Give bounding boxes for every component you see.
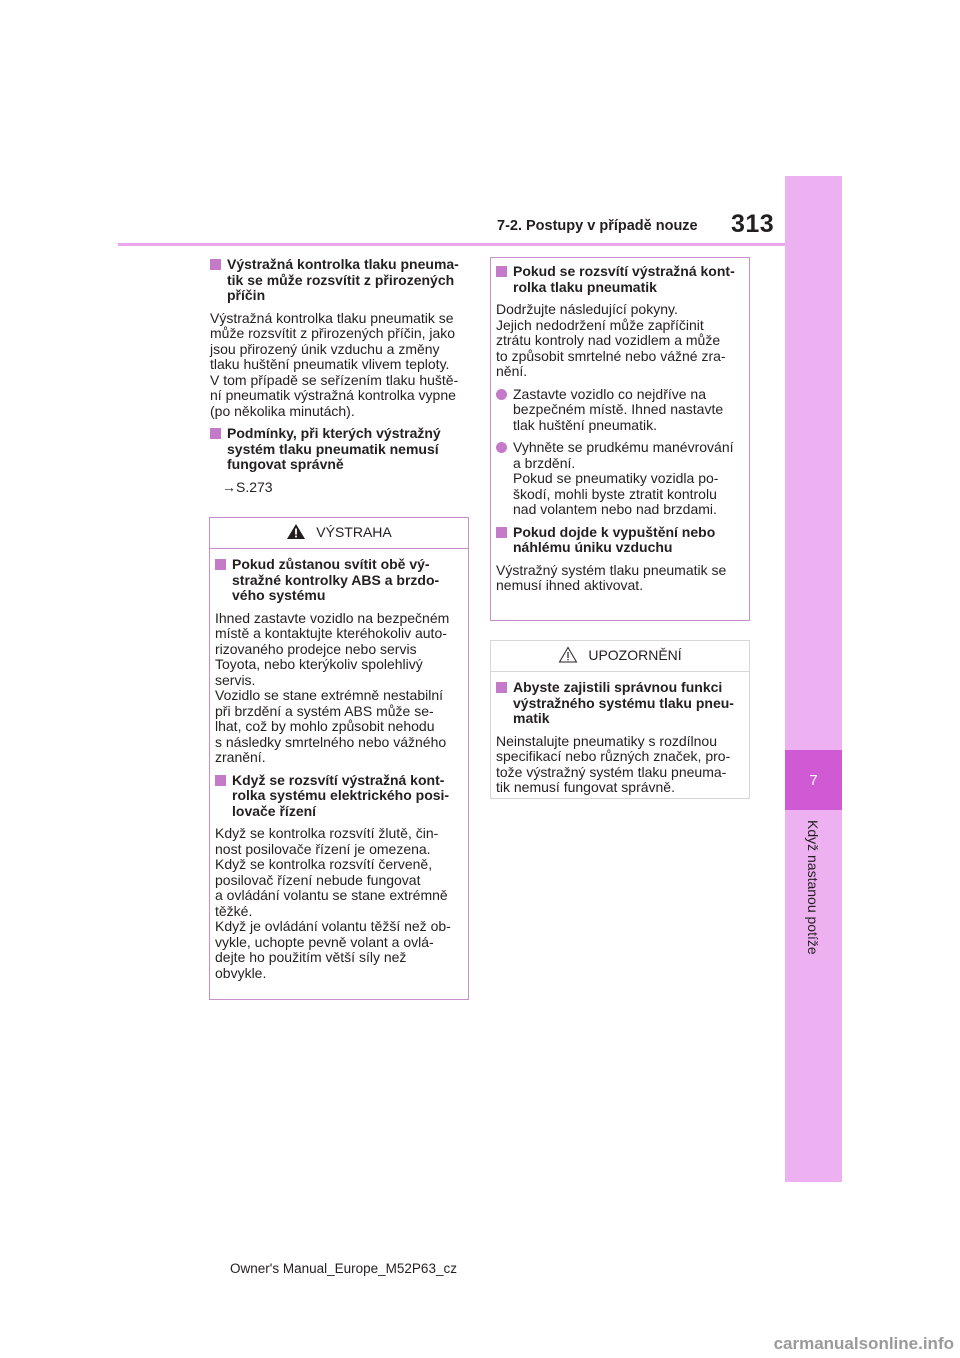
section-title: 7-2. Postupy v případě nouze — [497, 218, 698, 234]
warning-triangle-icon — [286, 523, 306, 544]
warning-box-title: VÝSTRAHA — [316, 524, 392, 541]
warning-paragraph-eps: Když se kontrolka rozsvítí žlutě, čin- nost posilovače řízení je omezena. Když se kontrolka rozsvítí červeně, posilovač řízení nebude fungovat a ovládání volantu se stane extrémně těžké. Když je ovládání volantu těžší než ob- vykle, uchopte pevně volant a ovlá- dejte ho použitím větší síly než obvykle. — [215, 825, 451, 981]
page-reference: →S.273 — [222, 478, 273, 495]
page-number: 313 — [731, 210, 775, 238]
header-rule — [118, 243, 785, 246]
warning-paragraph-tpms: Dodržujte následující pokyny. Jejich nedodržení může zapříčinit ztrátu kontroly nad vozidlem a může to způsobit smrtelné nebo vážné zra- nění. — [496, 301, 726, 379]
warning-bullet-avoid: Vyhněte se prudkému manévrování a brzdění. Pokud se pneumatiky vozidla po- škodí, mohli byste ztratit kontrolu nad volantem nebo nad brzdami. — [496, 440, 744, 518]
warning-subheading-tpms: Pokud se rozsvítí výstražná kont- rolka tlaku pneumatik — [496, 264, 744, 295]
chapter-number: 7 — [785, 750, 842, 810]
footer-text: Owner's Manual_Europe_M52P63_cz — [230, 1261, 457, 1276]
notice-box-title: UPOZORNĚNÍ — [588, 647, 682, 664]
warning-paragraph-air-loss: Výstražný systém tlaku pneumatik se nemusí ihned aktivovat. — [496, 561, 727, 593]
warning-subheading-eps: Když se rozsvítí výstražná kont- rolka systému elektrického posi- lovače řízení — [215, 773, 463, 820]
warning-box-continued — [490, 257, 750, 621]
warning-box — [209, 517, 469, 1000]
subheading-natural-causes: Výstražná kontrolka tlaku pneuma- tik se může rozsvítit z přirozených příčin — [210, 257, 472, 304]
watermark: carmanualsonline.info — [773, 1334, 954, 1353]
paragraph-natural-causes: Výstražná kontrolka tlaku pneumatik se může rozsvítit z přirozených příčin, jako jsou přirozený únik vzduchu a změny tlaku huštění pneumatik vlivem teploty. V tom případě se seřízením tlaku huště- ní pneumatik výstražná kontrolka vypne (po několika minutách). — [210, 309, 459, 419]
caution-triangle-icon — [558, 646, 578, 667]
notice-box — [490, 640, 750, 799]
chapter-title: Když nastanou potíže — [805, 820, 821, 955]
warning-subheading-abs: Pokud zůstanou svítit obě vý- stražné kontrolky ABS a brzdo- vého systému — [215, 557, 463, 604]
warning-subheading-air-loss: Pokud dojde k vypuštění nebo náhlému úniku vzduchu — [496, 525, 744, 556]
left-column — [210, 257, 472, 502]
notice-subheading: Abyste zajistili správnou funkci výstražného systému tlaku pneu- matik — [496, 680, 744, 727]
notice-paragraph: Neinstalujte pneumatiky s rozdílnou specifikací nebo různých značek, pro- tože výstražný systém tlaku pneuma- tik nemusí fungovat správně. — [496, 732, 731, 795]
notice-box-header — [491, 641, 749, 672]
chapter-side-tab — [785, 176, 842, 1182]
warning-bullet-stop: Zastavte vozidlo co nejdříve na bezpečném místě. Ihned nastavte tlak huštění pneumatik. — [496, 387, 744, 434]
warning-paragraph-abs: Ihned zastavte vozidlo na bezpečném místě a kontaktujte kteréhokoliv auto- rizovaného prodejce nebo servis Toyota, nebo kterýkoliv spolehlivý servis. Vozidlo se stane extrémně nestabilní při brzdění a systém ABS může se- lhat, což by mohlo způsobit nehodu s následky smrtelného nebo vážného zranění. — [215, 609, 450, 765]
subheading-conditions: Podmínky, při kterých výstražný systém tlaku pneumatik nemusí fungovat správně — [210, 426, 472, 473]
warning-box-header — [210, 518, 468, 549]
